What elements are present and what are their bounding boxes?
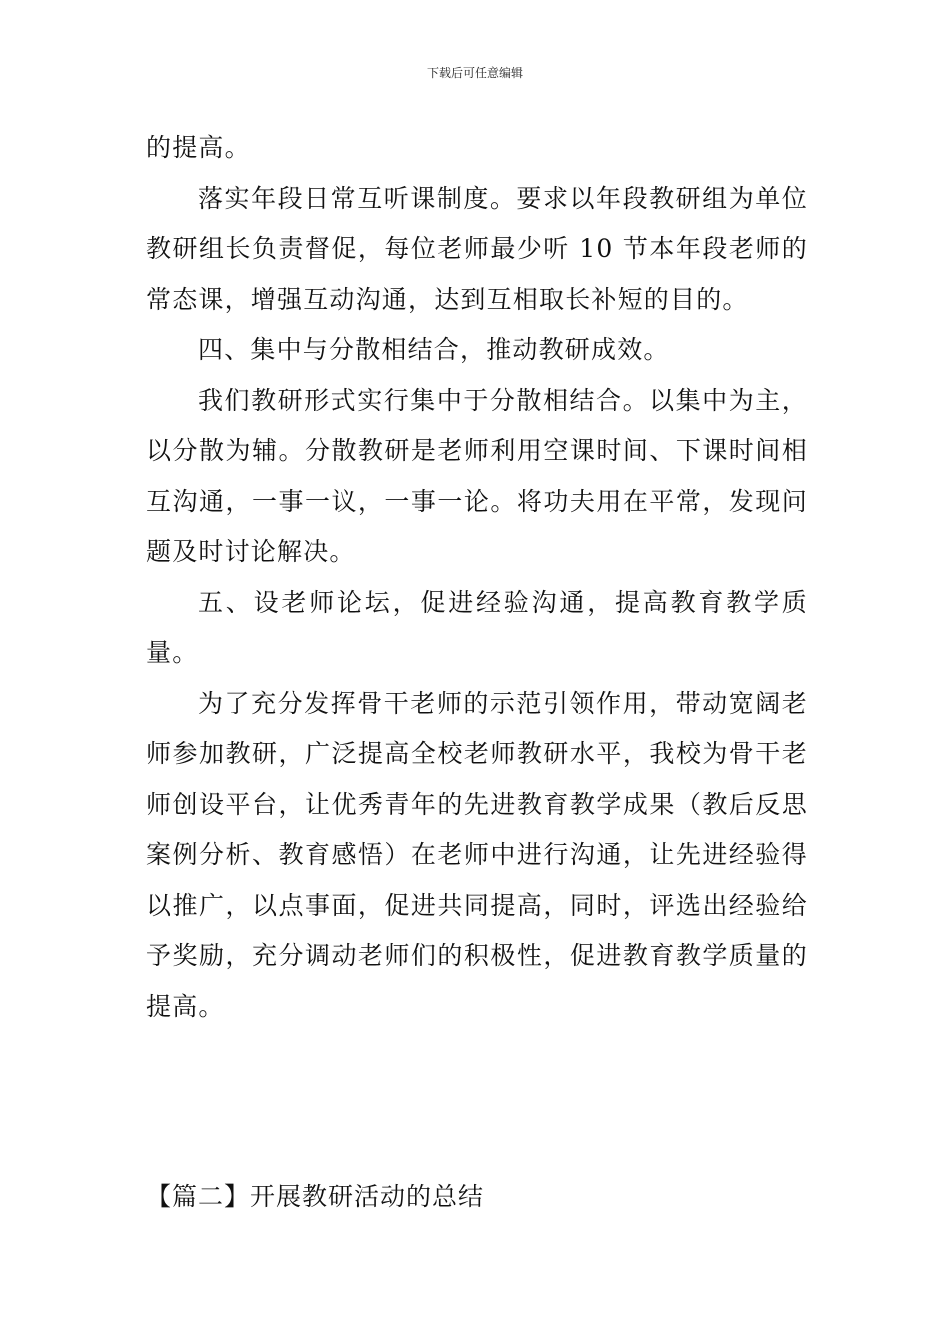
- page-header-note: 下载后可任意编辑: [426, 66, 523, 80]
- paragraph-teacher-forum: 为了充分发挥骨干老师的示范引领作用，带动宽阔老师参加教研，广泛提高全校老师教研水平，我校为骨干老师创设平台，让优秀青年的先进教育教学成果（教后反思案例分析、教育感悟）在老师中进行沟通，让先进经验得以推广，以点事面，促进共同提高，同时，评选出经验给予奖励，充分调动老师们的积极性，促进教育教学质量的提高。: [146, 688, 808, 1021]
- paragraph-research-format: 我们教研形式实行集中于分散相结合。以集中为主，以分散为辅。分散教研是老师利用空课时间、下课时间相互沟通，一事一议，一事一论。将功夫用在平常，发现问题及时讨论解决。: [146, 385, 808, 566]
- heading-section-four: 四、集中与分散相结合，推动教研成效。: [198, 335, 670, 364]
- paragraph-listening-system: 落实年段日常互听课制度。要求以年段教研组为单位教研组长负责督促，每位老师最少听 10 节本年段老师的常态课，增强互动沟通，达到互相取长补短的目的。: [146, 183, 808, 314]
- heading-section-five: 五、设老师论坛，促进经验沟通，提高教育教学质量。: [146, 587, 808, 667]
- paragraph-continuation: 的提高。: [146, 133, 251, 162]
- document-body: [146, 123, 808, 1032]
- section-title-part-two: 【篇二】开展教研活动的总结: [146, 1182, 485, 1211]
